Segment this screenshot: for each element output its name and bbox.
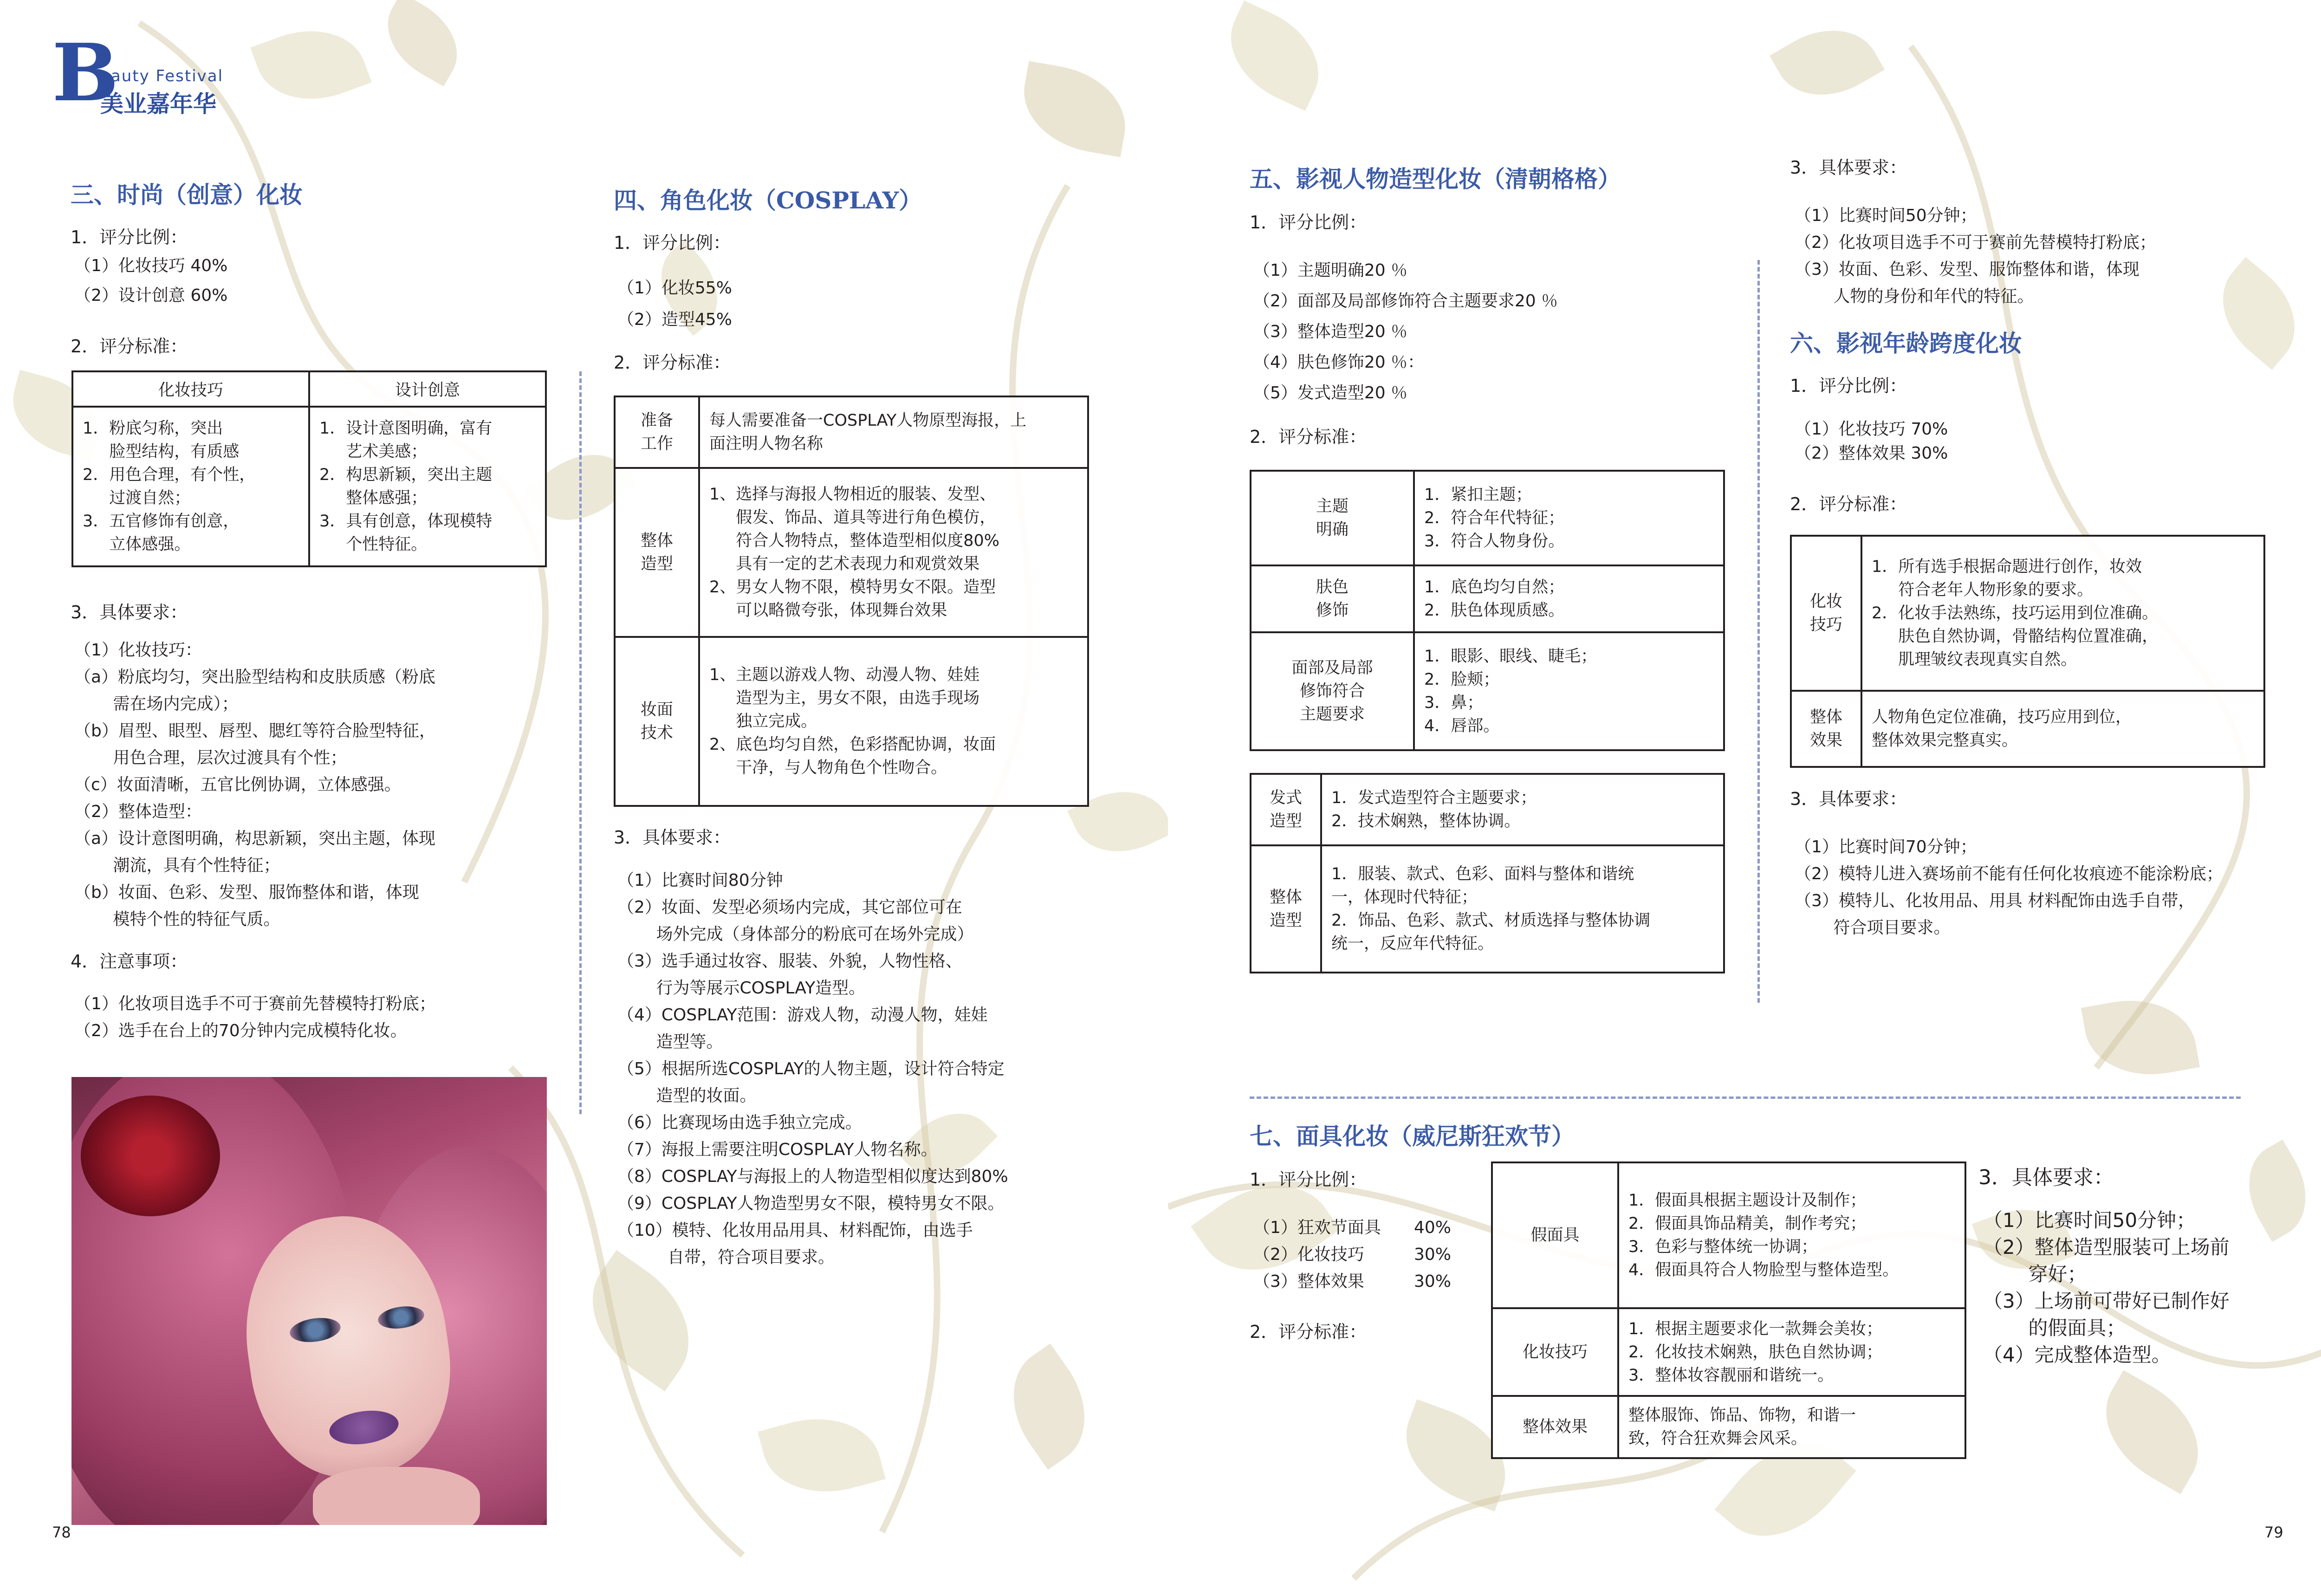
s7-ratio-3-value: 30% — [1414, 1272, 1452, 1291]
list-item: （9）COSPLAY人物造型男女不限，模特男女不限。 — [617, 1194, 1005, 1213]
table-row: 化妆技巧 1．根据主题要求化一款舞会美妆； 2．化妆技术娴熟，肤色自然协调； 3．整体妆容靓丽和谐统一。 — [1492, 1308, 1965, 1396]
table-row: 发式 造型 1．发式造型符合主题要求； 2．技术娴熟，整体协调。 — [1251, 774, 1724, 845]
s5-ratio-5: （5）发式造型20 ％ — [1253, 383, 1408, 402]
list-item: （3）模特儿、化妆用品、用具 材料配饰由选手自带， — [1795, 891, 2195, 910]
list-item: 的假面具； — [1983, 1317, 2126, 1339]
s7-ratio-2-value: 30% — [1414, 1245, 1452, 1264]
list-item: （1）比赛时间50分钟； — [1983, 1209, 2196, 1232]
list-item: 穿好； — [1983, 1263, 2087, 1285]
list-item: （a）粉底均匀，突出脸型结构和皮肤质感（粉底 — [74, 668, 436, 687]
s7-ratio-1-value: 40% — [1414, 1218, 1452, 1237]
rose-shape — [81, 1096, 220, 1216]
list-item: （2）整体造型： — [74, 802, 202, 821]
s3-col-2-cell: 1．设计意图明确，富有 艺术美感； 2．构思新颖，突出主题 整体感强； 3．具有创意，体现模特 个性特征。 — [309, 407, 546, 566]
list-item: 人物的身份和年代的特征。 — [1795, 287, 2034, 306]
table-row: 假面具 1．假面具根据主题设计及制作； 2．假面具饰品精美，制作考究； 3．色彩与整体统一协调； 4．假面具符合人物脸型与整体造型。 — [1492, 1162, 1965, 1308]
hand-shape — [313, 1467, 480, 1525]
s4-req-heading: 3．具体要求： — [614, 827, 731, 848]
s6-criteria-table — [1790, 535, 2265, 768]
s3-ratio-1: （1）化妆技巧 40% — [74, 256, 228, 275]
s4-req-list — [617, 867, 1008, 1271]
s7-criteria-table — [1491, 1161, 1966, 1459]
list-item: （2）模特儿进入赛场前不能有任何化妆痕迹不能涂粉底； — [1795, 864, 2223, 883]
list-item: （3）选手通过妆容、服装、外貌，人物性格、 — [617, 952, 962, 971]
list-item: （3）上场前可带好已制作好 — [1983, 1290, 2230, 1312]
list-item: 造型等。 — [617, 1032, 723, 1051]
model-photo — [71, 1077, 547, 1525]
list-item: （1）比赛时间50分钟； — [1795, 206, 1977, 225]
list-item: 模特个性的特征气质。 — [74, 910, 280, 929]
right-page — [1168, 0, 2321, 1596]
section-3-title: 三、时尚（创意）化妆 — [71, 181, 303, 208]
section-7-title: 七、面具化妆（威尼斯狂欢节） — [1250, 1122, 1575, 1150]
table-row: 整体 效果 人物角色定位准确，技巧应用到位， 整体效果完整真实。 — [1791, 691, 2264, 767]
table-row: 准备 工作 每人需要准备一COSPLAY人物原型海报，上 面注明人物名称 — [615, 396, 1088, 468]
s7-ratio-heading: 1．评分比例： — [1250, 1169, 1367, 1190]
section-4-title: 四、角色化妆（COSPLAY） — [614, 187, 922, 214]
s3-col-1-cell: 1．粉底匀称，突出 脸型结构，有质感 2．用色合理，有个性， 过渡自然； 3．五官修饰有创意， 立体感强。 — [72, 407, 309, 566]
list-item: （10）模特、化妆用品用具、材料配饰，由选手 — [617, 1221, 973, 1240]
list-item: 行为等展示COSPLAY造型。 — [617, 979, 866, 998]
s5-ratio-1: （1）主题明确20 ％ — [1253, 261, 1408, 280]
list-item: 潮流，具有个性特征； — [74, 856, 280, 875]
s4-ratio-1: （1）化妆55% — [617, 279, 732, 298]
s3-note-heading: 4．注意事项： — [71, 951, 188, 972]
list-item: （4）COSPLAY范围：游戏人物，动漫人物，娃娃 — [617, 1006, 988, 1025]
table-row: 整体 造型 1．服装、款式、色彩、面料与整体和谐统 一，体现时代特征； 2．饰品、色彩、款式、材质选择与整体协调 统一，反应年代特征。 — [1251, 845, 1724, 973]
s5-req-heading: 3．具体要求： — [1790, 157, 1907, 178]
s6-req-list — [1795, 834, 2223, 941]
column-divider — [1757, 260, 1760, 1003]
brand-subtitle: eauty Festival — [100, 67, 224, 85]
s5-standard-heading: 2．评分标准： — [1250, 427, 1367, 447]
s4-ratio-heading: 1．评分比例： — [614, 233, 731, 253]
s3-ratio-heading: 1．评分比例： — [71, 227, 188, 247]
list-item: 造型的妆面。 — [617, 1086, 757, 1105]
table-row: 主题 明确 1．紧扣主题； 2．符合年代特征； 3．符合人物身份。 — [1251, 471, 1724, 565]
s5-ratio-heading: 1．评分比例： — [1250, 212, 1367, 233]
s5-ratio-4: （4）肤色修饰20 ％： — [1253, 353, 1425, 372]
s3-standard-heading: 2．评分标准： — [71, 336, 188, 357]
list-item: （1）比赛时间70分钟； — [1795, 837, 1977, 856]
page-number-left: 78 — [52, 1524, 71, 1541]
list-item: （2）选手在台上的70分钟内完成模特化妆。 — [74, 1021, 407, 1040]
brand-name: 美业嘉年华 — [100, 91, 216, 117]
s3-col-header-1: 化妆技巧 — [72, 371, 309, 407]
list-item: （3）妆面、色彩、发型、服饰整体和谐，体现 — [1795, 260, 2139, 279]
list-item: （1）化妆技巧： — [74, 641, 202, 660]
page-number-right: 79 — [2264, 1524, 2283, 1541]
list-item: （2）化妆项目选手不可于赛前先替模特打粉底； — [1795, 233, 2156, 252]
s3-col-header-2: 设计创意 — [309, 371, 546, 407]
list-item: （a）设计意图明确，构思新颖，突出主题，体现 — [74, 829, 436, 848]
s7-standard-heading: 2．评分标准： — [1250, 1322, 1367, 1342]
column-divider — [579, 371, 582, 1114]
s6-standard-heading: 2．评分标准： — [1790, 494, 1907, 514]
section-5-title: 五、影视人物造型化妆（清朝格格） — [1250, 165, 1621, 193]
list-item: 场外完成（身体部分的粉底可在场外完成） — [617, 925, 974, 944]
s6-ratio-heading: 1．评分比例： — [1790, 376, 1907, 396]
list-item: （b）妆面、色彩、发型、服饰整体和谐，体现 — [74, 883, 419, 902]
list-item: （2）整体造型服装可上场前 — [1983, 1236, 2230, 1259]
s7-ratio-3-name: （3）整体效果 — [1253, 1272, 1364, 1291]
s7-req-heading: 3．具体要求： — [1978, 1166, 2114, 1189]
list-item: 自带，符合项目要求。 — [617, 1248, 835, 1267]
s5-ratio-3: （3）整体造型20 ％ — [1253, 322, 1408, 341]
s4-criteria-table — [614, 396, 1089, 807]
brand-logo — [52, 26, 247, 122]
list-item: 需在场内完成）； — [74, 694, 239, 714]
table-row: 整体 造型 1、选择与海报人物相近的服装、发型、 假发、饰品、道具等进行角色模仿， 符合人物特点，整体造型相似度80% 具有一定的艺术表现力和观赏效果 2、男女人物不限，模特男女不限。造型 可以略微夸张，体现舞台效果 — [615, 468, 1088, 637]
table-row: 面部及局部 修饰符合 主题要求 1．眼影、眼线、睫毛； 2．脸颊； 3．鼻； 4．唇部。 — [1251, 632, 1724, 750]
list-item: （7）海报上需要注明COSPLAY人物名称。 — [617, 1140, 938, 1159]
s5-criteria-table-1 — [1250, 470, 1725, 751]
s6-ratio-2: （2）整体效果 30% — [1795, 444, 1948, 463]
s4-standard-heading: 2．评分标准： — [614, 352, 731, 373]
list-item: （4）完成整体造型。 — [1983, 1343, 2171, 1366]
s7-req-list — [1983, 1207, 2230, 1369]
list-item: 用色合理，层次过渡具有个性； — [74, 748, 347, 767]
list-item: （5）根据所选COSPLAY的人物主题，设计符合特定 — [617, 1059, 1005, 1078]
list-item: （2）妆面、发型必须场内完成，其它部位可在 — [617, 898, 962, 917]
s3-criteria-table — [71, 370, 547, 567]
list-item: （1）化妆项目选手不可于赛前先替模特打粉底； — [74, 994, 436, 1013]
list-item: 符合项目要求。 — [1795, 918, 1951, 937]
s4-ratio-2: （2）造型45% — [617, 310, 732, 329]
table-row: 妆面 技术 1、主题以游戏人物、动漫人物、娃娃 造型为主，男女不限，由选手现场 独立完成。 2、底色均匀自然，色彩搭配协调，妆面 干净，与人物角色个性吻合。 — [615, 637, 1088, 806]
list-item: （b）眉型、眼型、唇型、腮红等符合脸型特征， — [74, 721, 436, 740]
brand-letter: B — [52, 26, 119, 119]
s7-ratio-2-name: （2）化妆技巧 — [1253, 1245, 1364, 1264]
s6-ratio-1: （1）化妆技巧 70% — [1795, 420, 1948, 439]
section-divider — [1250, 1096, 2241, 1099]
s3-notes — [74, 991, 436, 1045]
table-row: 肤色 修饰 1．底色均匀自然； 2．肤色体现质感。 — [1251, 565, 1724, 632]
s5-criteria-table-2 — [1250, 773, 1725, 973]
list-item: （1）比赛时间80分钟 — [617, 871, 783, 890]
s7-ratio-1-name: （1）狂欢节面具 — [1253, 1218, 1381, 1237]
s5-req-list — [1795, 202, 2156, 310]
table-row: 化妆 技巧 1．所有选手根据命题进行创作，妆效 符合老年人物形象的要求。 2．化妆手法熟练，技巧运用到位准确。 肤色自然协调，骨骼结构位置准确， 肌理皱纹表现真实自然。 — [1791, 536, 2264, 691]
list-item: （6）比赛现场由选手独立完成。 — [617, 1113, 862, 1132]
s5-ratio-2: （2）面部及局部修饰符合主题要求20 ％ — [1253, 292, 1558, 311]
list-item: （8）COSPLAY与海报上的人物造型相似度达到80% — [617, 1167, 1008, 1186]
list-item: （c）妆面清晰，五官比例协调，立体感强。 — [74, 775, 401, 794]
s6-req-heading: 3．具体要求： — [1790, 789, 1907, 809]
table-row: 整体效果 整体服饰、饰品、饰物，和谐一 致，符合狂欢舞会风采。 — [1492, 1396, 1965, 1458]
section-6-title: 六、影视年龄跨度化妆 — [1790, 330, 2022, 357]
s3-req-list — [74, 637, 436, 933]
s3-ratio-2: （2）设计创意 60% — [74, 286, 228, 305]
s3-req-heading: 3．具体要求： — [71, 602, 188, 623]
